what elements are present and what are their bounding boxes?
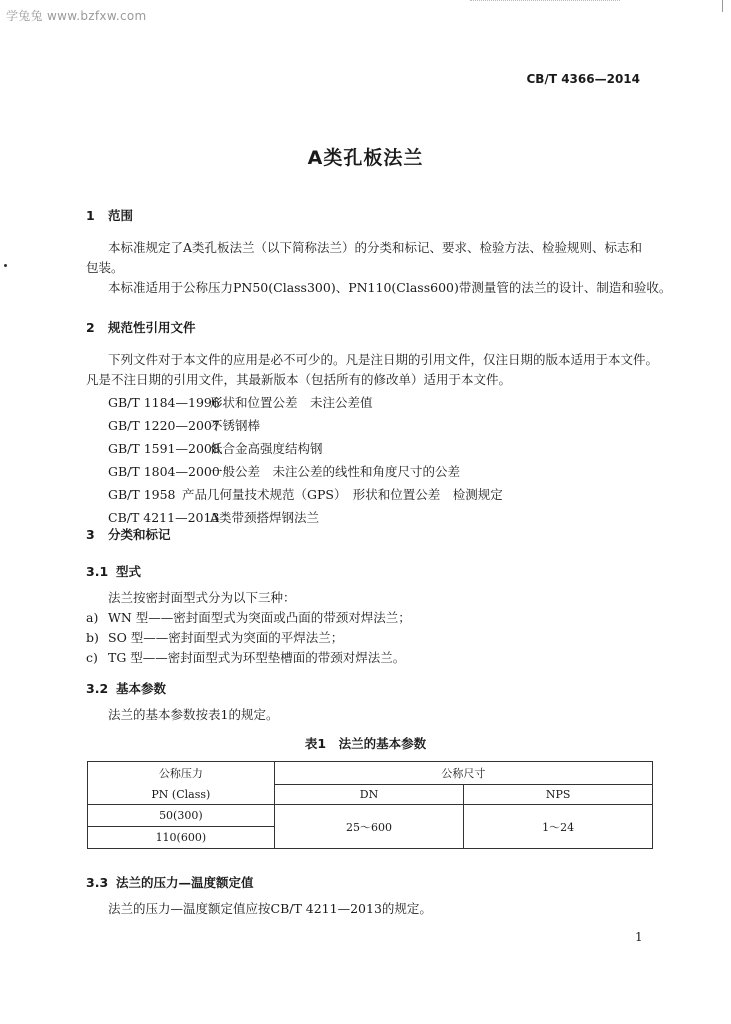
reference-title: 产品几何量技术规范（GPS） 形状和位置公差 检测规定 xyxy=(182,487,503,502)
list-text: SO 型——密封面型式为突面的平焊法兰； xyxy=(108,630,344,645)
section-number: 3.2 xyxy=(86,681,109,696)
section-3-heading xyxy=(86,525,171,543)
section-title: 分类和标记 xyxy=(108,527,171,542)
reference-title: 形状和位置公差 未注公差值 xyxy=(210,395,373,410)
section-1-heading xyxy=(86,206,133,224)
scan-artifact-dot xyxy=(4,264,7,267)
reference-item xyxy=(108,439,323,457)
header-dn: DN xyxy=(274,785,464,805)
reference-code: CB/T 4211—2013 xyxy=(108,510,220,525)
section-3-3-heading xyxy=(86,873,254,891)
scope-paragraph-1-line-2: 包装。 xyxy=(86,260,124,275)
document-title: A类孔板法兰 xyxy=(307,147,424,169)
section-3-1-heading xyxy=(86,562,141,580)
reference-code: GB/T 1804—2000 xyxy=(108,464,220,479)
section-title: 型式 xyxy=(116,564,142,579)
scan-artifact-line xyxy=(470,0,620,3)
section-number: 3 xyxy=(86,527,95,542)
section-title: 规范性引用文件 xyxy=(108,320,196,335)
reference-item xyxy=(108,508,319,526)
table-cell-dn: 25～600 xyxy=(274,805,464,849)
types-intro: 法兰按密封面型式分为以下三种： xyxy=(108,590,296,605)
reference-item xyxy=(108,462,460,480)
reference-code: GB/T 1591—2008 xyxy=(108,441,220,456)
scope-paragraph-1-line-1: 本标准规定了A类孔板法兰（以下简称法兰）的分类和标记、要求、检验方法、检验规则、标志和 xyxy=(108,240,643,255)
type-item-b xyxy=(86,628,343,648)
section-3-2-heading xyxy=(86,679,166,697)
reference-title: A类带颈搭焊钢法兰 xyxy=(210,510,320,525)
basic-params-table xyxy=(87,761,653,849)
table-cell-pn: 110(600) xyxy=(88,827,275,849)
list-label: c) xyxy=(86,650,98,665)
section-2-heading xyxy=(86,318,196,336)
header-pn-line-2: PN (Class) xyxy=(88,785,275,805)
normative-intro-line-1: 下列文件对于本文件的应用是必不可少的。凡是注日期的引用文件，仅注日期的版本适用于本文件。 xyxy=(108,352,659,367)
pressure-temp-text: 法兰的压力—温度额定值应按CB/T 4211—2013的规定。 xyxy=(108,901,432,916)
reference-item xyxy=(108,393,373,411)
section-number: 2 xyxy=(86,320,95,335)
reference-code: GB/T 1184—1996 xyxy=(108,395,220,410)
table-caption: 表1 法兰的基本参数 xyxy=(304,736,427,751)
page-number: 1 xyxy=(635,930,643,944)
section-title: 基本参数 xyxy=(116,681,167,696)
scope-paragraph-2: 本标准适用于公称压力PN50(Class300)、PN110(Class600)带测量管的法兰的设计、制造和验收。 xyxy=(108,280,672,295)
header-pn-line-1: 公称压力 xyxy=(88,762,275,785)
reference-title: 低合金高强度结构钢 xyxy=(210,441,323,456)
scan-artifact-mark xyxy=(722,0,723,12)
section-title: 范围 xyxy=(108,208,134,223)
table-cell-nps: 1～24 xyxy=(464,805,653,849)
list-text: TG 型——密封面型式为环型垫槽面的带颈对焊法兰。 xyxy=(108,650,406,665)
type-item-a xyxy=(86,608,411,628)
reference-code: GB/T 1220—2007 xyxy=(108,418,220,433)
watermark: 学兔兔 www.bzfxw.com xyxy=(6,9,147,23)
section-number: 3.1 xyxy=(86,564,109,579)
table-cell-pn: 50(300) xyxy=(88,805,275,827)
section-number: 1 xyxy=(86,208,95,223)
header-nominal-size: 公称尺寸 xyxy=(274,762,652,785)
reference-title: 不锈钢棒 xyxy=(210,418,261,433)
normative-intro-line-2: 凡是不注日期的引用文件，其最新版本（包括所有的修改单）适用于本文件。 xyxy=(86,372,512,387)
list-label: a) xyxy=(86,610,99,625)
section-number: 3.3 xyxy=(86,875,109,890)
header-nps: NPS xyxy=(464,785,653,805)
reference-code: GB/T 1958 xyxy=(108,487,176,502)
list-text: WN 型——密封面型式为突面或凸面的带颈对焊法兰； xyxy=(108,610,411,625)
list-label: b) xyxy=(86,630,99,645)
standard-number: CB/T 4366—2014 xyxy=(526,72,640,86)
reference-item xyxy=(108,416,260,434)
reference-item xyxy=(108,485,503,503)
type-item-c xyxy=(86,648,405,668)
reference-title: 一般公差 未注公差的线性和角度尺寸的公差 xyxy=(210,464,461,479)
section-title: 法兰的压力—温度额定值 xyxy=(116,875,254,890)
basic-params-text: 法兰的基本参数按表1的规定。 xyxy=(108,707,279,722)
